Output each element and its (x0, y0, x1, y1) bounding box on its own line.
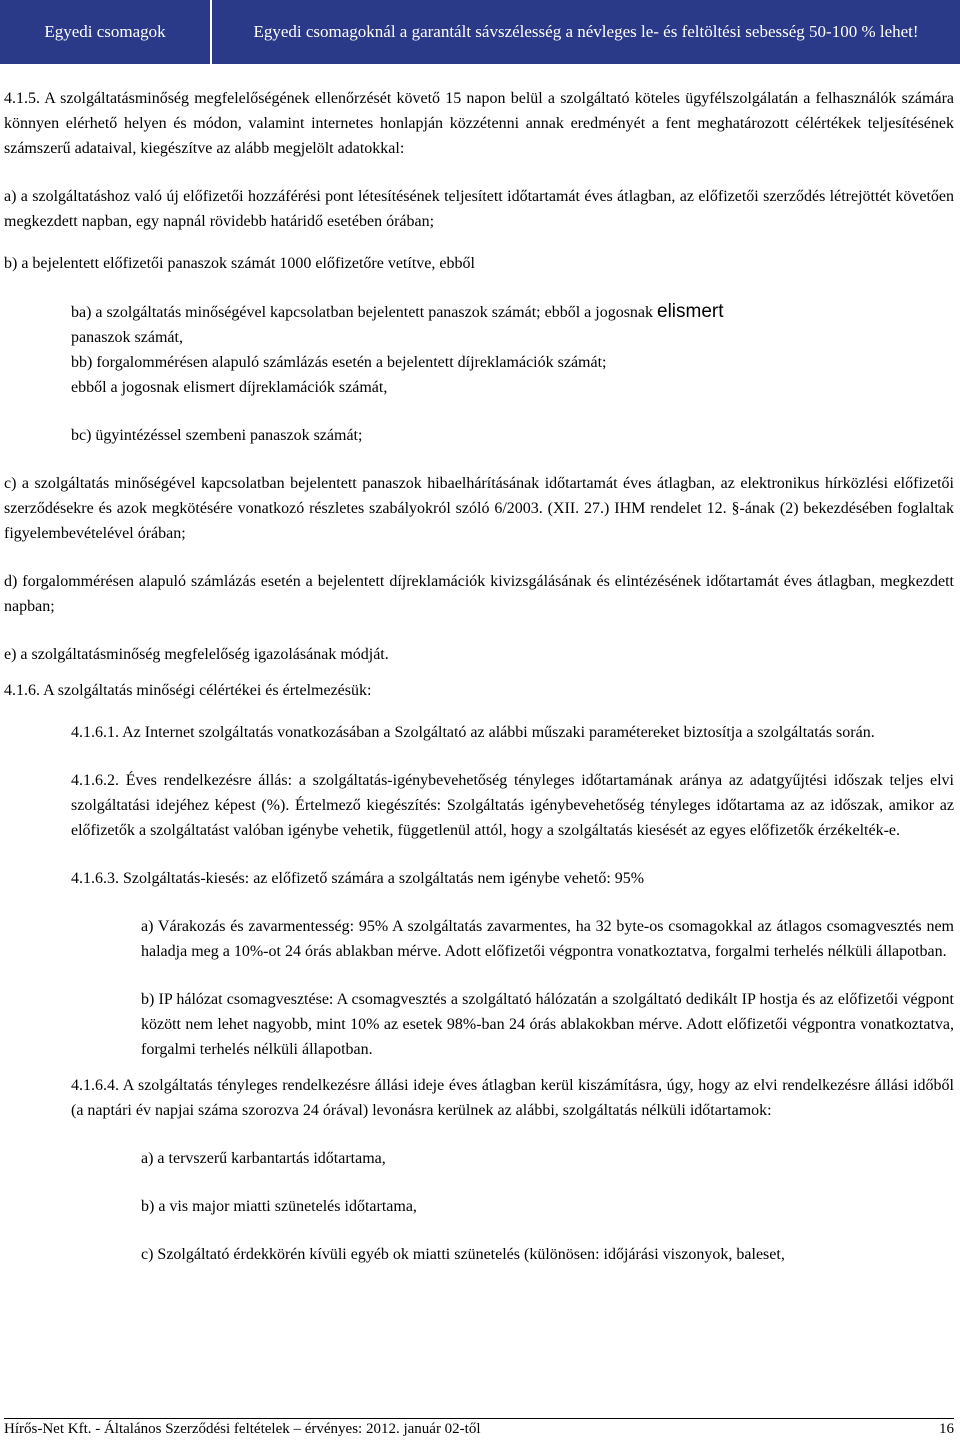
section-4-1-6-4-c: c) Szolgáltató érdekkörén kívüli egyéb ok miatti szünetelés (különösen: időjárási viszonyok, baleset, (141, 1246, 785, 1263)
section-4-1-5: 4.1.5. A szolgáltatásminőség megfelelőségének ellenőrzését követő 15 napon belül a szolgáltató köteles ügyfélszolgálatán a felhasználók számára könnyen elérhető helyen és módon, valamint internetes honlapján közzétenni annak eredményét a fent meghatározott célértékek teljesítésének számszerű adataival, kiegészítve az alább megjelölt adatokkal: (4, 90, 954, 157)
section-4-1-6-3: 4.1.6.3. Szolgáltatás-kiesés: az előfizető számára a szolgáltatás nem igénybe vehető: 95% (71, 870, 645, 887)
section-4-1-6-4: 4.1.6.4. A szolgáltatás tényleges rendelkezésre állási ideje éves átlagban kerül kiszámításra, úgy, hogy az elvi rendelkezésre állási időből (a naptári év napjai száma szorozva 24 órával) levonásra kerülnek az alábbi, szolgáltatás nélküli időtartamok: (71, 1077, 954, 1119)
item-e: e) a szolgáltatásminőség megfelelőség igazolásának módját. (4, 646, 389, 663)
item-a: a) a szolgáltatáshoz való új előfizetői hozzáférési pont létesítésének teljesített időtartamát éves átlagban, az előfizetői szerződés létrejöttét követően megkezdett napban, egy napnál rövidebb határidő esetében órában; (4, 188, 954, 230)
item-bc: bc) ügyintézéssel szembeni panaszok számát; (71, 427, 363, 444)
item-ba (4, 299, 954, 325)
section-4-1-6: 4.1.6. A szolgáltatás minőségi célértékei és értelmezésük: (4, 682, 372, 699)
section-4-1-6-3-b: b) IP hálózat csomagvesztése: A csomagvesztés a szolgáltató hálózatán a szolgáltató dedikált IP hostja és az előfizetői végpont között nem lehet nagyobb, mint 10% az esetek 98%-ban 24 órás ablakokban mérve. Adott előfizetői végpontra vonatkoztatva, forgalmi terhelés nélküli állapotban. (141, 991, 954, 1058)
page-number: 16 (939, 1421, 954, 1437)
item-ba-elismert: elismert (657, 301, 724, 322)
section-4-1-6-2: 4.1.6.2. Éves rendelkezésre állás: a szolgáltatás-igénybevehetőség tényleges időtartamának aránya az adatgyűjtési időszak teljes elvi szolgáltatási idejéhez képest (%). Értelmező kiegészítés: Szolgáltatás igénybevehetőség tényleges időtartama az az időszak, amikor az előfizetők a szolgáltatást valóban igénybe vehetik, függetlenül attól, hogy a szolgáltatás kiesését az egyes előfizetők érzékelték-e. (71, 772, 954, 839)
section-4-1-6-1: 4.1.6.1. Az Internet szolgáltatás vonatkozásában a Szolgáltató az alábbi műszaki paramétereket biztosítja a szolgáltatás során. (71, 724, 875, 741)
header-right-notice: Egyedi csomagoknál a garantált sávszélesség a névleges le- és feltöltési sebesség 50-100 % lehet! (253, 22, 919, 41)
item-ba-cont: panaszok számát, (71, 329, 183, 346)
footer-title: Hírős-Net Kft. - Általános Szerződési feltételek – érvényes: 2012. január 02-től (4, 1421, 481, 1437)
header-left-title: Egyedi csomagok (0, 0, 212, 64)
header-banner (0, 0, 960, 64)
item-b: b) a bejelentett előfizetői panaszok számát 1000 előfizetőre vetítve, ebből (4, 255, 475, 272)
page-footer (4, 1418, 954, 1438)
item-bb-cont: ebből a jogosnak elismert díjreklamációk számát, (71, 379, 388, 396)
section-4-1-6-3-a: a) Várakozás és zavarmentesség: 95% A szolgáltatás zavarmentes, ha 32 byte-os csomagokkal az átlagos csomagvesztés nem haladja meg a 10%-ot 24 órás ablakban mérve. Adott előfizetői végpontra vonatkoztatva, forgalmi terhelés nélküli állapotban. (141, 918, 954, 960)
section-4-1-6-4-b: b) a vis major miatti szünetelés időtartama, (141, 1198, 417, 1215)
section-4-1-6-4-a: a) a tervszerű karbantartás időtartama, (141, 1150, 386, 1167)
document-body (4, 86, 954, 1267)
item-d: d) forgalommérésen alapuló számlázás esetén a bejelentett díjreklamációk kivizsgálásának és elintézésének időtartamát éves átlagban, megkezdett napban; (4, 573, 954, 615)
item-bb: bb) forgalommérésen alapuló számlázás esetén a bejelentett díjreklamációk számát; (71, 354, 607, 371)
item-c: c) a szolgáltatás minőségével kapcsolatban bejelentett panaszok hibaelhárításának időtartamát éves átlagban, az elektronikus hírközlési előfizetői szerződésekre és azok megkötésére vonatkozó részletes szabályokról szóló 6/2003. (XII. 27.) IHM rendelet 12. §-ának (2) bekezdésében foglaltak figyelembevételével órában; (4, 475, 954, 542)
item-ba-text: ba) a szolgáltatás minőségével kapcsolatban bejelentett panaszok számát; ebből a jogosnak (71, 304, 654, 321)
